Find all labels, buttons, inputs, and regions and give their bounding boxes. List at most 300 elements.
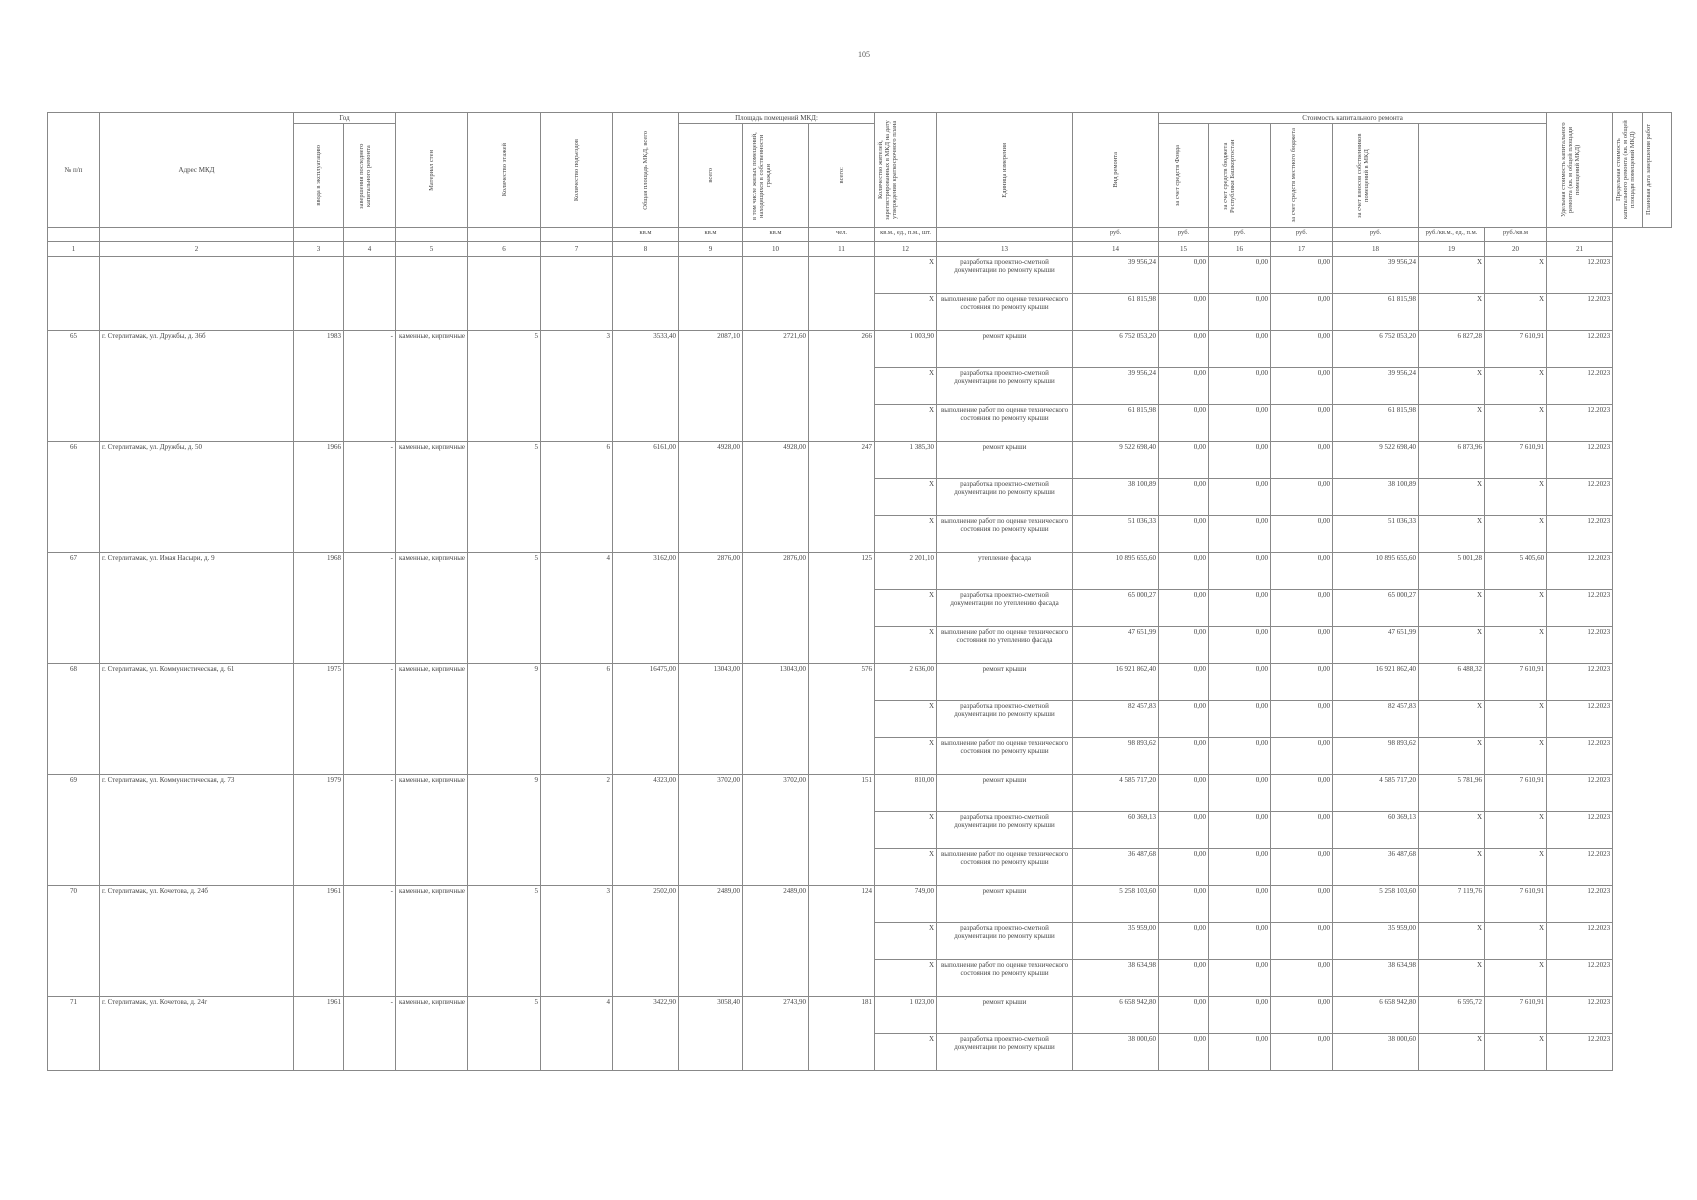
specific-cost: X [1419, 960, 1485, 997]
cost-owners: 5 258 103,60 [1333, 886, 1419, 923]
year-built: 1979 [294, 775, 344, 886]
hdr-total-area-text: Общая площадь МКД, всего [642, 130, 650, 210]
house-number: 67 [48, 553, 100, 664]
unit-cell: кв.м [743, 228, 809, 242]
hdr-repair-type [1073, 113, 1159, 228]
work-type: разработка проектно-сметной документации по ремонту крыши [937, 479, 1073, 516]
column-number: 3 [294, 242, 344, 257]
cost-fund: 0,00 [1159, 590, 1209, 627]
work-type: разработка проектно-сметной документации по ремонту крыши [937, 812, 1073, 849]
house-address: г. Стерлитамак, ул. Коммунистическая, д. 73 [100, 775, 294, 886]
column-number: 2 [100, 242, 294, 257]
hdr-cost-owners [1333, 124, 1419, 228]
work-type: ремонт крыши [937, 664, 1073, 701]
hdr-address: Адрес МКД [100, 113, 294, 228]
column-number: 19 [1419, 242, 1485, 257]
cost-fund: 0,00 [1159, 442, 1209, 479]
unit-cell [48, 228, 100, 242]
year-built: 1968 [294, 553, 344, 664]
work-unit: X [875, 812, 937, 849]
entrance-count: 6 [541, 664, 613, 775]
work-unit: X [875, 405, 937, 442]
total-area: 3162,00 [613, 553, 679, 664]
cost-fund: 0,00 [1159, 294, 1209, 331]
column-number: 17 [1271, 242, 1333, 257]
work-type: ремонт крыши [937, 886, 1073, 923]
area-residential: 2743,90 [743, 997, 809, 1071]
hdr-area-res-text: в том числе жилых помещений, находящихся в собственности граждан [750, 131, 772, 220]
column-number: 5 [396, 242, 468, 257]
work-type: выполнение работ по оценке технического состояния по ремонту крыши [937, 294, 1073, 331]
cost-local: 0,00 [1271, 960, 1333, 997]
house-address: г. Стерлитамак, ул. Дружбы, д. 50 [100, 442, 294, 553]
cost-fund: 0,00 [1159, 368, 1209, 405]
unit-cell: руб. [1271, 228, 1333, 242]
house-number: 68 [48, 664, 100, 775]
work-unit: X [875, 849, 937, 886]
cost-rb: 0,00 [1209, 849, 1271, 886]
table-header [48, 113, 1672, 257]
house-address: г. Стерлитамак, ул. Имая Насыри, д. 9 [100, 553, 294, 664]
area-residential: 3702,00 [743, 775, 809, 886]
unit-cell: руб./кв.м [1485, 228, 1547, 242]
cost-fund: 0,00 [1159, 553, 1209, 590]
wall-material: каменные, кирпичные [396, 997, 468, 1071]
cost-local: 0,00 [1271, 368, 1333, 405]
specific-cost: X [1419, 516, 1485, 553]
year-repair: - [344, 442, 396, 553]
cost-total: 38 000,60 [1073, 1034, 1159, 1071]
specific-cost: 5 781,96 [1419, 775, 1485, 812]
cost-local: 0,00 [1271, 627, 1333, 664]
specific-cost: X [1419, 257, 1485, 294]
cost-rb: 0,00 [1209, 553, 1271, 590]
cost-owners: 47 651,99 [1333, 627, 1419, 664]
year-built: 1961 [294, 886, 344, 997]
work-type: разработка проектно-сметной документации по утеплению фасада [937, 590, 1073, 627]
area-all: 2087,10 [679, 331, 743, 442]
resident-count: 576 [809, 664, 875, 775]
work-unit: 749,00 [875, 886, 937, 923]
hdr-specific-cost [1547, 113, 1613, 228]
house-number: 66 [48, 442, 100, 553]
floor-count [468, 257, 541, 331]
cost-fund: 0,00 [1159, 886, 1209, 923]
table-row [48, 886, 1672, 923]
floor-count: 9 [468, 775, 541, 886]
hdr-floors-text: Количество этажей [500, 143, 508, 197]
hdr-cost-local-text: за счет средств местного бюджета [1289, 128, 1297, 223]
cost-owners: 61 815,98 [1333, 294, 1419, 331]
year-repair: - [344, 886, 396, 997]
work-type: выполнение работ по оценке технического состояния по ремонту крыши [937, 738, 1073, 775]
area-residential: 2876,00 [743, 553, 809, 664]
cost-owners: 9 522 698,40 [1333, 442, 1419, 479]
limit-cost: 7 610,91 [1485, 664, 1547, 701]
cost-fund: 0,00 [1159, 1034, 1209, 1071]
cost-local: 0,00 [1271, 405, 1333, 442]
page-number: 105 [858, 50, 870, 59]
wall-material: каменные, кирпичные [396, 886, 468, 997]
cost-local: 0,00 [1271, 331, 1333, 368]
limit-cost: X [1485, 368, 1547, 405]
column-number: 6 [468, 242, 541, 257]
unit-cell: руб. [1073, 228, 1159, 242]
cost-rb: 0,00 [1209, 701, 1271, 738]
total-area: 3533,40 [613, 331, 679, 442]
cost-local: 0,00 [1271, 812, 1333, 849]
specific-cost: X [1419, 368, 1485, 405]
work-type: выполнение работ по оценке технического состояния по ремонту крыши [937, 516, 1073, 553]
work-type: утепление фасада [937, 553, 1073, 590]
cost-total: 39 956,24 [1073, 368, 1159, 405]
wall-material: каменные, кирпичные [396, 553, 468, 664]
column-number: 16 [1209, 242, 1271, 257]
cost-fund: 0,00 [1159, 627, 1209, 664]
specific-cost: 6 873,96 [1419, 442, 1485, 479]
cost-rb: 0,00 [1209, 775, 1271, 812]
unit-cell: руб./кв.м., ед., п.м. [1419, 228, 1485, 242]
area-all: 3058,40 [679, 997, 743, 1071]
cost-rb: 0,00 [1209, 257, 1271, 294]
plan-date: 12.2023 [1547, 923, 1613, 960]
specific-cost: X [1419, 849, 1485, 886]
table-row [48, 553, 1672, 590]
column-number: 14 [1073, 242, 1159, 257]
specific-cost: X [1419, 294, 1485, 331]
specific-cost: X [1419, 405, 1485, 442]
column-number: 10 [743, 242, 809, 257]
cost-owners: 38 100,89 [1333, 479, 1419, 516]
cost-fund: 0,00 [1159, 812, 1209, 849]
limit-cost: X [1485, 294, 1547, 331]
hdr-residents-text: Количество жителей, зарегистрированных в МКД на дату утверждения краткосрочного плана [877, 120, 899, 220]
entrance-count [541, 257, 613, 331]
unit-cell: кв.м [613, 228, 679, 242]
work-unit: X [875, 479, 937, 516]
hdr-cost-owners-text: за счет взносов собственников помещений в МКД [1355, 133, 1370, 218]
cost-fund: 0,00 [1159, 923, 1209, 960]
total-area [613, 257, 679, 331]
plan-date: 12.2023 [1547, 886, 1613, 923]
total-area: 16475,00 [613, 664, 679, 775]
cost-owners: 39 956,24 [1333, 257, 1419, 294]
plan-date: 12.2023 [1547, 294, 1613, 331]
cost-owners: 39 956,24 [1333, 368, 1419, 405]
hdr-plan-date-text: Плановая дата завершения работ [1644, 124, 1652, 216]
cost-local: 0,00 [1271, 442, 1333, 479]
work-type: разработка проектно-сметной документации по ремонту крыши [937, 368, 1073, 405]
hdr-area-all-text: всего [707, 168, 715, 183]
area-residential [743, 257, 809, 331]
work-type: выполнение работ по оценке технического состояния по ремонту крыши [937, 405, 1073, 442]
entrance-count: 3 [541, 886, 613, 997]
year-repair: - [344, 997, 396, 1071]
cost-rb: 0,00 [1209, 294, 1271, 331]
resident-count [809, 257, 875, 331]
year-repair: - [344, 775, 396, 886]
cost-total: 61 815,98 [1073, 405, 1159, 442]
cost-owners: 36 487,68 [1333, 849, 1419, 886]
area-residential: 13043,00 [743, 664, 809, 775]
unit-cell: чел. [809, 228, 875, 242]
cost-total: 5 258 103,60 [1073, 886, 1159, 923]
unit-cell [541, 228, 613, 242]
hdr-plan-date [1642, 113, 1671, 228]
plan-date: 12.2023 [1547, 405, 1613, 442]
entrance-count: 6 [541, 442, 613, 553]
hdr-cost-fund-text: за счет средств Фонда [1173, 144, 1181, 207]
limit-cost: X [1485, 701, 1547, 738]
work-type: разработка проектно-сметной документации по ремонту крыши [937, 923, 1073, 960]
house-address: г. Стерлитамак, ул. Коммунистическая, д. 61 [100, 664, 294, 775]
limit-cost: X [1485, 257, 1547, 294]
cost-total: 10 895 655,60 [1073, 553, 1159, 590]
hdr-area-group: Площадь помещений МКД: [679, 113, 875, 124]
cost-fund: 0,00 [1159, 997, 1209, 1034]
total-area: 4323,00 [613, 775, 679, 886]
limit-cost: X [1485, 849, 1547, 886]
cost-rb: 0,00 [1209, 442, 1271, 479]
work-unit: X [875, 1034, 937, 1071]
column-numbers-row [48, 242, 1672, 257]
limit-cost: X [1485, 960, 1547, 997]
cost-total: 38 634,98 [1073, 960, 1159, 997]
hdr-cost-group: Стоимость капитального ремонта [1159, 113, 1547, 124]
hdr-no: № п/п [48, 113, 100, 228]
hdr-unit-text: Единица измерения [1001, 142, 1009, 198]
limit-cost: X [1485, 590, 1547, 627]
plan-date: 12.2023 [1547, 997, 1613, 1034]
house-address: г. Стерлитамак, ул. Кочетова, д. 24б [100, 886, 294, 997]
hdr-year-built-text: ввода в эксплуатацию [315, 145, 322, 206]
work-type: выполнение работ по оценке технического состояния по ремонту крыши [937, 960, 1073, 997]
unit-cell [937, 228, 1073, 242]
cost-fund: 0,00 [1159, 405, 1209, 442]
plan-date: 12.2023 [1547, 627, 1613, 664]
cost-local: 0,00 [1271, 775, 1333, 812]
hdr-cost-total [809, 124, 875, 228]
cost-local: 0,00 [1271, 257, 1333, 294]
specific-cost: 6 827,28 [1419, 331, 1485, 368]
year-repair [344, 257, 396, 331]
work-type: разработка проектно-сметной документации по ремонту крыши [937, 1034, 1073, 1071]
cost-rb: 0,00 [1209, 738, 1271, 775]
plan-date: 12.2023 [1547, 479, 1613, 516]
cost-fund: 0,00 [1159, 701, 1209, 738]
resident-count: 125 [809, 553, 875, 664]
hdr-cost-rb-text: за счет средств бюджета Республики Башкортостан [1221, 138, 1236, 213]
limit-cost: 7 610,91 [1485, 997, 1547, 1034]
total-area: 6161,00 [613, 442, 679, 553]
floor-count: 5 [468, 442, 541, 553]
cost-rb: 0,00 [1209, 1034, 1271, 1071]
area-all [679, 257, 743, 331]
column-number: 1 [48, 242, 100, 257]
house-number: 70 [48, 886, 100, 997]
cost-rb: 0,00 [1209, 368, 1271, 405]
plan-date: 12.2023 [1547, 701, 1613, 738]
limit-cost: X [1485, 738, 1547, 775]
hdr-area-res [743, 124, 809, 228]
resident-count: 151 [809, 775, 875, 886]
work-unit: 2 201,10 [875, 553, 937, 590]
unit-cell [100, 228, 294, 242]
house-number: 69 [48, 775, 100, 886]
limit-cost: X [1485, 405, 1547, 442]
area-all: 4928,00 [679, 442, 743, 553]
wall-material: каменные, кирпичные [396, 442, 468, 553]
work-unit: X [875, 923, 937, 960]
cost-rb: 0,00 [1209, 886, 1271, 923]
resident-count: 266 [809, 331, 875, 442]
area-residential: 4928,00 [743, 442, 809, 553]
cost-owners: 65 000,27 [1333, 590, 1419, 627]
work-unit: X [875, 627, 937, 664]
cost-rb: 0,00 [1209, 331, 1271, 368]
floor-count: 9 [468, 664, 541, 775]
cost-rb: 0,00 [1209, 997, 1271, 1034]
resident-count: 181 [809, 997, 875, 1071]
cost-fund: 0,00 [1159, 738, 1209, 775]
hdr-repair-type-text: Вид ремонта [1112, 152, 1120, 188]
table-row [48, 442, 1672, 479]
plan-date: 12.2023 [1547, 664, 1613, 701]
house-address: г. Стерлитамак, ул. Кочетова, д. 24г [100, 997, 294, 1071]
plan-date: 12.2023 [1547, 331, 1613, 368]
cost-fund: 0,00 [1159, 849, 1209, 886]
column-number: 7 [541, 242, 613, 257]
work-type: разработка проектно-сметной документации по ремонту крыши [937, 257, 1073, 294]
units-row [48, 228, 1672, 242]
area-all: 13043,00 [679, 664, 743, 775]
cost-local: 0,00 [1271, 849, 1333, 886]
plan-date: 12.2023 [1547, 516, 1613, 553]
specific-cost: X [1419, 923, 1485, 960]
work-unit: 1 003,90 [875, 331, 937, 368]
work-unit: 1 023,00 [875, 997, 937, 1034]
floor-count: 5 [468, 331, 541, 442]
floor-count: 5 [468, 886, 541, 997]
work-unit: X [875, 738, 937, 775]
plan-date: 12.2023 [1547, 738, 1613, 775]
cost-owners: 35 959,00 [1333, 923, 1419, 960]
hdr-entrances [541, 113, 613, 228]
cost-owners: 38 634,98 [1333, 960, 1419, 997]
hdr-unit [937, 113, 1073, 228]
table-row [48, 257, 1672, 294]
limit-cost: 7 610,91 [1485, 775, 1547, 812]
work-type: выполнение работ по оценке технического состояния по ремонту крыши [937, 849, 1073, 886]
plan-date: 12.2023 [1547, 1034, 1613, 1071]
unit-cell: кв.м., ед., п.м., шт. [875, 228, 937, 242]
total-area: 3422,90 [613, 997, 679, 1071]
cost-owners: 38 000,60 [1333, 1034, 1419, 1071]
table-body [48, 257, 1672, 1071]
limit-cost: 7 610,91 [1485, 886, 1547, 923]
cost-rb: 0,00 [1209, 960, 1271, 997]
resident-count: 247 [809, 442, 875, 553]
hdr-cost-rb [1209, 124, 1271, 228]
cost-total: 4 585 717,20 [1073, 775, 1159, 812]
plan-date: 12.2023 [1547, 553, 1613, 590]
area-all: 3702,00 [679, 775, 743, 886]
table-row [48, 664, 1672, 701]
column-number: 9 [679, 242, 743, 257]
cost-rb: 0,00 [1209, 479, 1271, 516]
limit-cost: X [1485, 812, 1547, 849]
specific-cost: 7 119,76 [1419, 886, 1485, 923]
wall-material [396, 257, 468, 331]
hdr-cost-total-text: всего: [838, 167, 846, 184]
unit-cell [468, 228, 541, 242]
cost-fund: 0,00 [1159, 331, 1209, 368]
column-number: 4 [344, 242, 396, 257]
specific-cost: 6 595,72 [1419, 997, 1485, 1034]
plan-date: 12.2023 [1547, 849, 1613, 886]
cost-total: 51 036,33 [1073, 516, 1159, 553]
work-unit: 1 385,30 [875, 442, 937, 479]
work-type: разработка проектно-сметной документации по ремонту крыши [937, 701, 1073, 738]
cost-local: 0,00 [1271, 516, 1333, 553]
work-unit: X [875, 294, 937, 331]
cost-owners: 51 036,33 [1333, 516, 1419, 553]
hdr-year-built [294, 124, 344, 228]
plan-date: 12.2023 [1547, 812, 1613, 849]
unit-cell: кв.м [679, 228, 743, 242]
limit-cost: X [1485, 923, 1547, 960]
column-number: 21 [1547, 242, 1613, 257]
house-number: 71 [48, 997, 100, 1071]
cost-owners: 4 585 717,20 [1333, 775, 1419, 812]
entrance-count: 4 [541, 553, 613, 664]
column-number: 20 [1485, 242, 1547, 257]
year-built: 1983 [294, 331, 344, 442]
hdr-entrances-text: Количество подъездов [573, 138, 581, 202]
cost-local: 0,00 [1271, 1034, 1333, 1071]
work-unit: 810,00 [875, 775, 937, 812]
area-all: 2489,00 [679, 886, 743, 997]
hdr-year-repair [344, 124, 396, 228]
cost-fund: 0,00 [1159, 664, 1209, 701]
cost-rb: 0,00 [1209, 812, 1271, 849]
work-unit: X [875, 368, 937, 405]
cost-total: 35 959,00 [1073, 923, 1159, 960]
hdr-cost-local [1271, 124, 1333, 228]
cost-total: 6 658 942,80 [1073, 997, 1159, 1034]
hdr-year-group: Год [294, 113, 396, 124]
cost-fund: 0,00 [1159, 960, 1209, 997]
plan-date: 12.2023 [1547, 368, 1613, 405]
work-type: ремонт крыши [937, 775, 1073, 812]
cost-total: 39 956,24 [1073, 257, 1159, 294]
specific-cost: X [1419, 479, 1485, 516]
cost-owners: 82 457,83 [1333, 701, 1419, 738]
column-number: 11 [809, 242, 875, 257]
cost-owners: 16 921 862,40 [1333, 664, 1419, 701]
hdr-area-all [679, 124, 743, 228]
plan-date: 12.2023 [1547, 960, 1613, 997]
cost-rb: 0,00 [1209, 664, 1271, 701]
specific-cost: 5 001,28 [1419, 553, 1485, 590]
cost-owners: 10 895 655,60 [1333, 553, 1419, 590]
column-number: 18 [1333, 242, 1419, 257]
cost-local: 0,00 [1271, 664, 1333, 701]
cost-rb: 0,00 [1209, 590, 1271, 627]
capital-repair-plan-table [47, 112, 1672, 1071]
area-residential: 2721,60 [743, 331, 809, 442]
cost-rb: 0,00 [1209, 405, 1271, 442]
